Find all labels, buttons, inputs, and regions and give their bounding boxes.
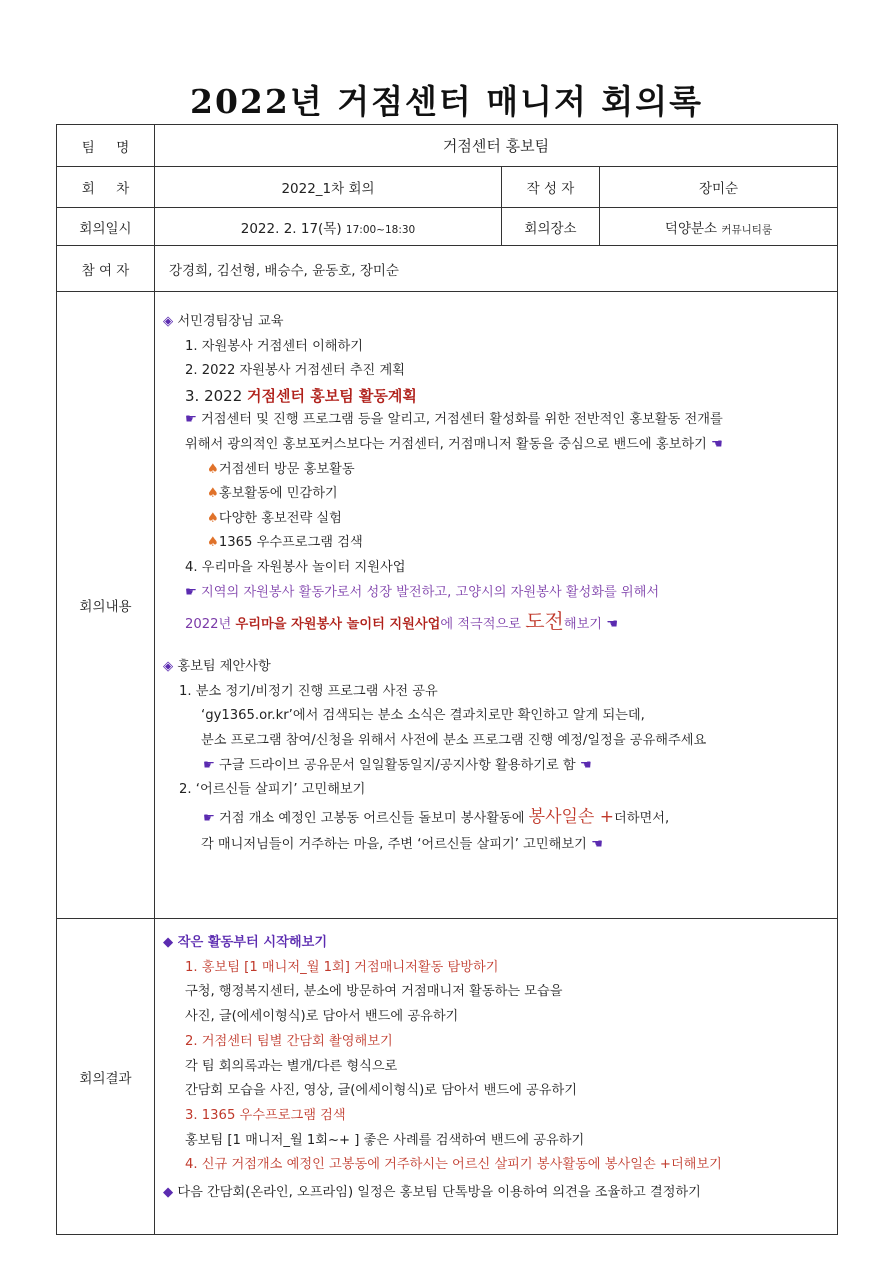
result-next-text: 다음 간담회(온라인, 오프라임) 일정은 홍보팀 단톡방을 이용하여 의견을 조율하고 결정하기 [177,1185,701,1201]
row-content [57,292,838,919]
hand-right-icon: ☛ [203,757,215,773]
description-text: 더하면서, [613,810,670,826]
date-cell [155,208,502,246]
sub-item [163,531,827,556]
description-line: ‘gy1365.or.kr’에서 검색되는 분소 소식은 결과치로만 확인하고 알게 되는데, [201,708,645,724]
place-cell [600,208,838,246]
diamond-icon: ◈ [163,659,174,675]
place-label: 회의장소 [502,208,600,246]
team-label: 팀 명 [57,125,155,167]
list-item: 1. 분소 정기/비정기 진행 프로그램 사전 공유 [179,683,438,699]
hand-left-icon: ☚ [579,757,592,773]
spade-icon: ♠ [207,535,219,551]
sub-item-text: 다양한 홍보전략 실험 [218,510,342,526]
result-item: 4. 신규 거점개소 예정인 고봉동에 거주하시는 어르신 살피기 봉사활동에 봉사일손 +더해보기 [185,1157,722,1173]
attendees-value: 강경희, 김선형, 배승수, 윤동호, 장미순 [155,246,838,292]
result-item: 3. 1365 우수프로그램 검색 [185,1107,346,1123]
result-text: 각 팀 회의록과는 별개/다른 형식으로 [185,1058,398,1074]
description-line: 분소 프로그램 참여/신청을 위해서 사전에 분소 프로그램 진행 예정/일정을 공유해주세요 [201,732,707,748]
spade-icon: ♠ [207,510,219,526]
session-value: 2022_1차 회의 [155,167,502,208]
result-item: 1. 홍보팀 [1 매니저_월 1회] 거점매니저활동 탐방하기 [185,959,499,975]
row-result [57,919,838,1235]
writer-value: 장미순 [600,167,838,208]
row-session [57,167,838,208]
result-heading-text: 작은 활동부터 시작해보기 [177,935,328,950]
section-education [163,310,827,335]
content-body [155,292,838,919]
hand-right-icon: ☛ [185,412,197,428]
description-text: 거점 개소 예정인 고봉동 어르신들 돌보미 봉사활동에 [219,810,529,826]
item-prefix: 3. 2022 [185,386,248,405]
description-line [163,754,827,779]
description-text: 거점센터 및 진행 프로그램 등을 알리고, 거점센터 활성화를 위한 전반적인 홍보활동 전개를 [201,412,723,428]
result-label: 회의결과 [57,919,155,1235]
hand-right-icon: ☛ [185,584,197,600]
description-text: 구글 드라이브 공유문서 일일활동일지/공지사항 활용하기로 함 [219,757,576,773]
list-item: 2. 2022 자원봉사 거점센터 추진 계획 [185,363,405,379]
list-item: 4. 우리마을 자원봉사 놀이터 지원사업 [185,559,406,575]
description-line [163,433,827,458]
row-date [57,208,838,246]
date-label: 회의일시 [57,208,155,246]
sub-item [163,482,827,507]
date-time: 17:00~18:30 [345,223,416,236]
sub-item [163,458,827,483]
description-line [163,803,827,833]
section-title: 서민경팀장님 교육 [177,314,284,329]
description-text: 에 적극적으로 [440,617,526,633]
result-text: 간담회 모습을 사진, 영상, 글(에세이형식)로 담아서 밴드에 공유하기 [185,1083,577,1099]
result-heading [163,931,827,956]
team-value: 거점센터 홍보팀 [155,125,838,167]
diamond-solid-icon: ◆ [163,935,174,950]
place-value: 덕양분소 [664,220,718,237]
result-text: 홍보팀 [1 매니저_월 1회~+ ] 좋은 사례를 검색하여 밴드에 공유하기 [185,1132,585,1148]
emphasis-text: 도전 [525,609,564,634]
result-item: 2. 거점센터 팀별 간담회 촬영해보기 [185,1033,393,1049]
section-proposal [163,655,827,680]
sub-item-text: 거점센터 방문 홍보활동 [218,461,355,477]
highlight-text: 거점센터 홍보팀 활동계획 [247,386,417,405]
row-attendees [57,246,838,292]
sub-item [163,507,827,532]
description-line [163,605,827,641]
description-text: 위해서 광의적인 홍보포커스보다는 거점센터, 거점매니저 활동을 중심으로 밴드에 홍보하기 [185,436,707,452]
emphasis-text: 봉사일손 + [528,806,614,827]
result-next [163,1178,827,1208]
description-text: 각 매니저님들이 거주하는 마을, 주변 ‘어르신들 살피기’ 고민해보기 [201,836,587,852]
hand-left-icon: ☚ [711,436,723,452]
highlight-text: 우리마을 자원봉사 놀이터 지원사업 [235,617,441,633]
description-text: 2022년 [185,617,236,633]
session-label: 회 차 [57,167,155,208]
result-body [155,919,838,1235]
sub-item-text: 홍보활동에 민감하기 [218,486,338,502]
document-title: 2022년 거점센터 매니저 회의록 [190,82,703,121]
description-text: 해보기 [563,617,603,633]
hand-left-icon: ☚ [591,836,603,852]
hand-left-icon: ☚ [606,617,619,633]
sub-item-text: 1365 우수프로그램 검색 [218,535,363,551]
section-title: 홍보팀 제안사항 [177,659,271,675]
description-text: 지역의 자원봉사 활동가로서 성장 발전하고, 고양시의 자원봉사 활성화를 위해서 [201,584,660,600]
result-text: 구청, 행정복지센터, 분소에 방문하여 거점매니저 활동하는 모습을 [185,984,563,1000]
diamond-icon: ◈ [163,314,174,329]
list-item: 2. ‘어르신들 살피기’ 고민해보기 [179,782,366,798]
row-team [57,125,838,167]
description-line [163,581,827,606]
description-line [163,833,827,858]
description-line [163,408,827,433]
diamond-solid-icon: ◆ [163,1185,174,1201]
spade-icon: ♠ [207,461,219,477]
content-label: 회의내용 [57,292,155,919]
date-value: 2022. 2. 17(목) [240,220,342,237]
list-item: 1. 자원봉사 거점센터 이해하기 [185,338,364,354]
spade-icon: ♠ [207,486,219,502]
minutes-table [56,124,838,1235]
hand-right-icon: ☛ [203,810,215,826]
writer-label: 작 성 자 [502,167,600,208]
result-text: 사진, 글(에세이형식)로 담아서 밴드에 공유하기 [185,1009,459,1025]
place-sub: 커뮤니티룸 [721,223,773,236]
attendees-label: 참 여 자 [57,246,155,292]
list-item [163,384,827,409]
